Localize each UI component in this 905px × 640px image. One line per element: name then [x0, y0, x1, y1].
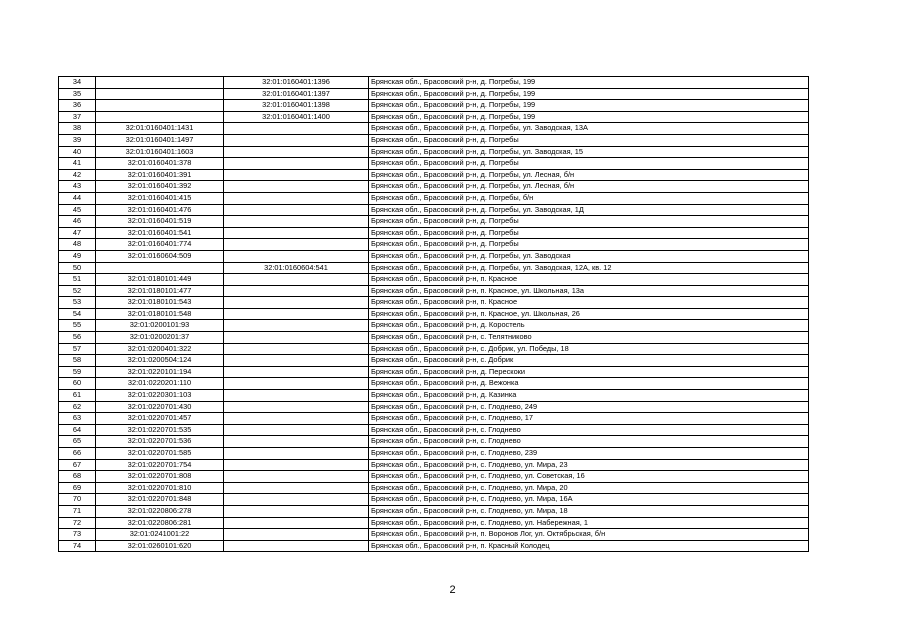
premises-cadastral-number-cell [224, 250, 369, 262]
cadastral-number-cell: 32:01:0220701:754 [96, 459, 224, 471]
address-cell: Брянская обл., Брасовский р-н, с. Глоднево [369, 436, 809, 448]
table-row [59, 436, 809, 448]
address-cell: Брянская обл., Брасовский р-н, д. Погребы, б/н [369, 192, 809, 204]
address-cell: Брянская обл., Брасовский р-н, д. Погребы, ул. Лесная, б/н [369, 169, 809, 181]
table-row [59, 88, 809, 100]
address-cell: Брянская обл., Брасовский р-н, д. Погребы [369, 158, 809, 170]
cadastral-number-cell [96, 262, 224, 274]
row-number-cell: 39 [59, 134, 96, 146]
table-row [59, 77, 809, 89]
row-number-cell: 70 [59, 494, 96, 506]
premises-cadastral-number-cell [224, 274, 369, 286]
page-number: 2 [449, 584, 456, 596]
premises-cadastral-number-cell [224, 192, 369, 204]
row-number-cell: 40 [59, 146, 96, 158]
row-number-cell: 74 [59, 540, 96, 552]
table-row [59, 239, 809, 251]
row-number-cell: 63 [59, 413, 96, 425]
premises-cadastral-number-cell [224, 448, 369, 460]
table-row [59, 250, 809, 262]
row-number-cell: 52 [59, 285, 96, 297]
address-cell: Брянская обл., Брасовский р-н, с. Глоднево [369, 424, 809, 436]
cadastral-number-cell: 32:01:0220701:848 [96, 494, 224, 506]
table-row [59, 192, 809, 204]
cadastral-number-cell [96, 100, 224, 112]
address-cell: Брянская обл., Брасовский р-н, с. Глоднево, 17 [369, 413, 809, 425]
table-row [59, 355, 809, 367]
row-number-cell: 48 [59, 239, 96, 251]
address-cell: Брянская обл., Брасовский р-н, д. Казинка [369, 390, 809, 402]
row-number-cell: 68 [59, 471, 96, 483]
premises-cadastral-number-cell [224, 494, 369, 506]
premises-cadastral-number-cell [224, 366, 369, 378]
table-row [59, 285, 809, 297]
table-row [59, 390, 809, 402]
cadastral-number-cell: 32:01:0220806:281 [96, 517, 224, 529]
cadastral-number-cell: 32:01:0200201:37 [96, 332, 224, 344]
premises-cadastral-number-cell [224, 181, 369, 193]
table-row [59, 262, 809, 274]
premises-cadastral-number-cell [224, 134, 369, 146]
cadastral-number-cell: 32:01:0220301:103 [96, 390, 224, 402]
address-cell: Брянская обл., Брасовский р-н, д. Погребы, 199 [369, 88, 809, 100]
premises-cadastral-number-cell: 32:01:0160401:1396 [224, 77, 369, 89]
row-number-cell: 65 [59, 436, 96, 448]
cadastral-number-cell [96, 77, 224, 89]
cadastral-number-cell: 32:01:0220701:535 [96, 424, 224, 436]
table-row [59, 123, 809, 135]
table-row [59, 482, 809, 494]
address-cell: Брянская обл., Брасовский р-н, д. Погребы [369, 134, 809, 146]
cadastral-number-cell: 32:01:0160401:392 [96, 181, 224, 193]
table-row [59, 308, 809, 320]
address-cell: Брянская обл., Брасовский р-н, д. Погребы, 199 [369, 100, 809, 112]
premises-cadastral-number-cell [224, 459, 369, 471]
table-row [59, 343, 809, 355]
address-cell: Брянская обл., Брасовский р-н, с. Телятниково [369, 332, 809, 344]
row-number-cell: 54 [59, 308, 96, 320]
row-number-cell: 61 [59, 390, 96, 402]
cadastral-number-cell: 32:01:0160401:1431 [96, 123, 224, 135]
premises-cadastral-number-cell [224, 146, 369, 158]
premises-cadastral-number-cell [224, 355, 369, 367]
row-number-cell: 44 [59, 192, 96, 204]
cadastral-number-cell: 32:01:0160401:1603 [96, 146, 224, 158]
row-number-cell: 49 [59, 250, 96, 262]
premises-cadastral-number-cell [224, 320, 369, 332]
table-row [59, 448, 809, 460]
row-number-cell: 43 [59, 181, 96, 193]
row-number-cell: 53 [59, 297, 96, 309]
address-cell: Брянская обл., Брасовский р-н, п. Красное [369, 274, 809, 286]
row-number-cell: 58 [59, 355, 96, 367]
address-cell: Брянская обл., Брасовский р-н, д. Погребы [369, 239, 809, 251]
cadastral-number-cell: 32:01:0220806:278 [96, 505, 224, 517]
premises-cadastral-number-cell [224, 529, 369, 541]
address-cell: Брянская обл., Брасовский р-н, д. Вежонка [369, 378, 809, 390]
premises-cadastral-number-cell [224, 401, 369, 413]
cadastral-number-cell: 32:01:0200504:124 [96, 355, 224, 367]
row-number-cell: 37 [59, 111, 96, 123]
premises-cadastral-number-cell [224, 413, 369, 425]
cadastral-number-cell: 32:01:0160401:476 [96, 204, 224, 216]
cadastral-number-cell: 32:01:0160401:541 [96, 227, 224, 239]
table-row [59, 169, 809, 181]
premises-cadastral-number-cell [224, 378, 369, 390]
address-cell: Брянская обл., Брасовский р-н, п. Красное [369, 297, 809, 309]
address-cell: Брянская обл., Брасовский р-н, д. Погребы, ул. Заводская, 15 [369, 146, 809, 158]
cadastral-number-cell: 32:01:0200101:93 [96, 320, 224, 332]
address-cell: Брянская обл., Брасовский р-н, п. Красный Колодец [369, 540, 809, 552]
cadastral-number-cell [96, 111, 224, 123]
premises-cadastral-number-cell [224, 227, 369, 239]
cadastral-number-cell: 32:01:0200401:322 [96, 343, 224, 355]
premises-cadastral-number-cell [224, 158, 369, 170]
row-number-cell: 42 [59, 169, 96, 181]
cadastral-number-cell: 32:01:0220201:110 [96, 378, 224, 390]
row-number-cell: 64 [59, 424, 96, 436]
premises-cadastral-number-cell [224, 505, 369, 517]
table-row [59, 413, 809, 425]
address-cell: Брянская обл., Брасовский р-н, с. Глоднево, ул. Мира, 23 [369, 459, 809, 471]
premises-cadastral-number-cell [224, 216, 369, 228]
cadastral-number-cell: 32:01:0160401:415 [96, 192, 224, 204]
row-number-cell: 60 [59, 378, 96, 390]
table-row [59, 401, 809, 413]
address-cell: Брянская обл., Брасовский р-н, с. Добрик [369, 355, 809, 367]
row-number-cell: 50 [59, 262, 96, 274]
row-number-cell: 41 [59, 158, 96, 170]
table-row [59, 459, 809, 471]
premises-cadastral-number-cell [224, 169, 369, 181]
cadastral-number-cell: 32:01:0180101:449 [96, 274, 224, 286]
table-row [59, 529, 809, 541]
premises-cadastral-number-cell [224, 540, 369, 552]
address-cell: Брянская обл., Брасовский р-н, д. Погребы, ул. Лесная, б/н [369, 181, 809, 193]
cadastral-number-cell: 32:01:0220701:585 [96, 448, 224, 460]
row-number-cell: 55 [59, 320, 96, 332]
table-row [59, 366, 809, 378]
address-cell: Брянская обл., Брасовский р-н, д. Погребы, 199 [369, 111, 809, 123]
premises-cadastral-number-cell: 32:01:0160401:1400 [224, 111, 369, 123]
table-row [59, 181, 809, 193]
cadastral-number-cell: 32:01:0160401:378 [96, 158, 224, 170]
table-row [59, 204, 809, 216]
cadastral-number-cell: 32:01:0260101:620 [96, 540, 224, 552]
table-row [59, 517, 809, 529]
address-cell: Брянская обл., Брасовский р-н, д. Коростель [369, 320, 809, 332]
table-row [59, 158, 809, 170]
address-cell: Брянская обл., Брасовский р-н, д. Погребы, ул. Заводская, 12А, кв. 12 [369, 262, 809, 274]
row-number-cell: 47 [59, 227, 96, 239]
table-row [59, 471, 809, 483]
table-row [59, 227, 809, 239]
row-number-cell: 69 [59, 482, 96, 494]
cadastral-number-cell: 32:01:0220101:194 [96, 366, 224, 378]
premises-cadastral-number-cell [224, 285, 369, 297]
address-cell: Брянская обл., Брасовский р-н, д. Погребы [369, 227, 809, 239]
table-row [59, 494, 809, 506]
row-number-cell: 67 [59, 459, 96, 471]
premises-cadastral-number-cell [224, 390, 369, 402]
table-row [59, 100, 809, 112]
table-row [59, 320, 809, 332]
premises-cadastral-number-cell: 32:01:0160401:1398 [224, 100, 369, 112]
premises-cadastral-number-cell [224, 308, 369, 320]
premises-cadastral-number-cell [224, 517, 369, 529]
address-cell: Брянская обл., Брасовский р-н, п. Воронов Лог, ул. Октябрьская, б/н [369, 529, 809, 541]
row-number-cell: 35 [59, 88, 96, 100]
row-number-cell: 71 [59, 505, 96, 517]
cadastral-number-cell [96, 88, 224, 100]
cadastral-number-cell: 32:01:0220701:810 [96, 482, 224, 494]
address-cell: Брянская обл., Брасовский р-н, д. Погребы, ул. Заводская, 1Д [369, 204, 809, 216]
row-number-cell: 45 [59, 204, 96, 216]
row-number-cell: 62 [59, 401, 96, 413]
address-cell: Брянская обл., Брасовский р-н, с. Глоднево, 239 [369, 448, 809, 460]
table-row [59, 146, 809, 158]
address-cell: Брянская обл., Брасовский р-н, д. Перескоки [369, 366, 809, 378]
premises-cadastral-number-cell [224, 471, 369, 483]
table-row [59, 134, 809, 146]
cadastral-number-cell: 32:01:0160401:519 [96, 216, 224, 228]
row-number-cell: 56 [59, 332, 96, 344]
address-cell: Брянская обл., Брасовский р-н, д. Погребы [369, 216, 809, 228]
row-number-cell: 46 [59, 216, 96, 228]
row-number-cell: 34 [59, 77, 96, 89]
address-cell: Брянская обл., Брасовский р-н, д. Погребы, 199 [369, 77, 809, 89]
premises-cadastral-number-cell: 32:01:0160401:1397 [224, 88, 369, 100]
address-cell: Брянская обл., Брасовский р-н, д. Погребы, ул. Заводская [369, 250, 809, 262]
premises-cadastral-number-cell [224, 482, 369, 494]
table-row [59, 332, 809, 344]
address-cell: Брянская обл., Брасовский р-н, с. Глоднево, ул. Набережная, 1 [369, 517, 809, 529]
cadastral-number-cell: 32:01:0180101:548 [96, 308, 224, 320]
cadastral-number-cell: 32:01:0220701:536 [96, 436, 224, 448]
address-cell: Брянская обл., Брасовский р-н, с. Глоднево, ул. Мира, 16А [369, 494, 809, 506]
premises-cadastral-number-cell [224, 204, 369, 216]
table-row [59, 297, 809, 309]
row-number-cell: 66 [59, 448, 96, 460]
row-number-cell: 59 [59, 366, 96, 378]
address-cell: Брянская обл., Брасовский р-н, с. Глоднево, ул. Мира, 18 [369, 505, 809, 517]
table-body [59, 77, 809, 552]
table-row [59, 274, 809, 286]
address-cell: Брянская обл., Брасовский р-н, с. Добрик, ул. Победы, 18 [369, 343, 809, 355]
cadastral-number-cell: 32:01:0180101:543 [96, 297, 224, 309]
cadastral-number-cell: 32:01:0180101:477 [96, 285, 224, 297]
premises-cadastral-number-cell [224, 332, 369, 344]
table-row [59, 424, 809, 436]
cadastral-number-cell: 32:01:0220701:430 [96, 401, 224, 413]
cadastral-number-cell: 32:01:0160604:509 [96, 250, 224, 262]
row-number-cell: 51 [59, 274, 96, 286]
table-row [59, 216, 809, 228]
premises-cadastral-number-cell [224, 123, 369, 135]
table-row [59, 540, 809, 552]
premises-cadastral-number-cell [224, 343, 369, 355]
premises-cadastral-number-cell [224, 297, 369, 309]
cadastral-table [58, 76, 809, 552]
row-number-cell: 73 [59, 529, 96, 541]
cadastral-number-cell: 32:01:0241001:22 [96, 529, 224, 541]
premises-cadastral-number-cell [224, 436, 369, 448]
row-number-cell: 36 [59, 100, 96, 112]
address-cell: Брянская обл., Брасовский р-н, п. Красное, ул. Школьная, 13а [369, 285, 809, 297]
address-cell: Брянская обл., Брасовский р-н, д. Погребы, ул. Заводская, 13А [369, 123, 809, 135]
premises-cadastral-number-cell [224, 239, 369, 251]
cadastral-number-cell: 32:01:0160401:774 [96, 239, 224, 251]
cadastral-number-cell: 32:01:0160401:391 [96, 169, 224, 181]
address-cell: Брянская обл., Брасовский р-н, с. Глоднево, ул. Советская, 16 [369, 471, 809, 483]
row-number-cell: 57 [59, 343, 96, 355]
premises-cadastral-number-cell [224, 424, 369, 436]
address-cell: Брянская обл., Брасовский р-н, с. Глоднево, ул. Мира, 20 [369, 482, 809, 494]
row-number-cell: 72 [59, 517, 96, 529]
premises-cadastral-number-cell: 32:01:0160604:541 [224, 262, 369, 274]
table-row [59, 378, 809, 390]
cadastral-number-cell: 32:01:0220701:457 [96, 413, 224, 425]
cadastral-number-cell: 32:01:0160401:1497 [96, 134, 224, 146]
address-cell: Брянская обл., Брасовский р-н, с. Глоднево, 249 [369, 401, 809, 413]
table-row [59, 505, 809, 517]
table-row [59, 111, 809, 123]
row-number-cell: 38 [59, 123, 96, 135]
cadastral-number-cell: 32:01:0220701:808 [96, 471, 224, 483]
address-cell: Брянская обл., Брасовский р-н, п. Красное, ул. Школьная, 26 [369, 308, 809, 320]
